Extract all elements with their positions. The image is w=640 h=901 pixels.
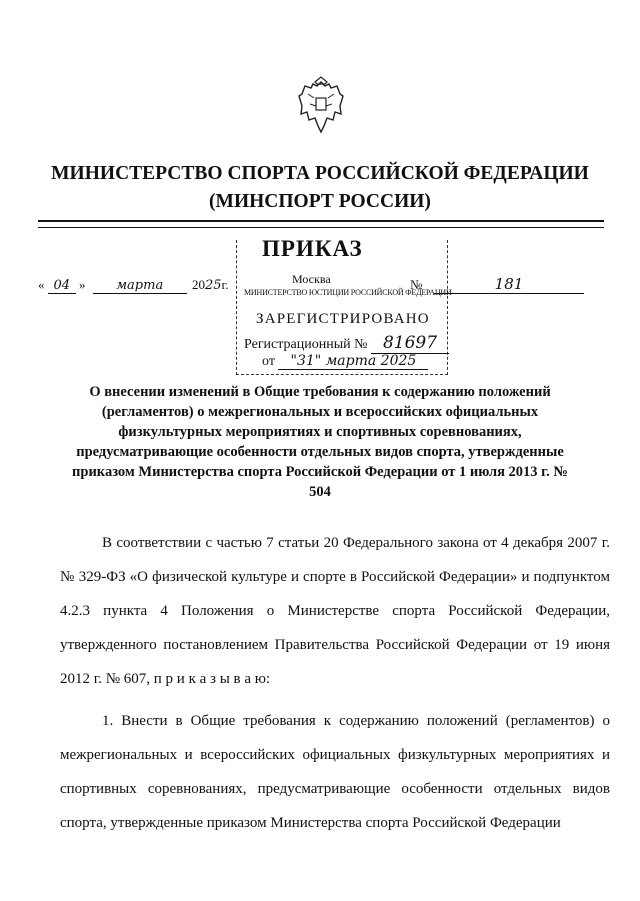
order-number: 181 (434, 275, 584, 294)
header-divider-thin (38, 227, 604, 228)
order-month: марта (93, 278, 187, 294)
stamp-status: ЗАРЕГИСТРИРОВАНО (256, 311, 430, 327)
ministry-short-name: (МИНСПОРТ РОССИИ) (209, 191, 431, 212)
stamp-number-label: Регистрационный № (244, 337, 368, 352)
order-city: Москва (292, 272, 331, 286)
ministry-header (0, 160, 640, 216)
date-open-quote: « (38, 277, 45, 292)
header-divider-thick (38, 220, 604, 222)
document-paragraph-2 (60, 704, 610, 840)
stamp-number-value: 81697 (371, 333, 449, 354)
order-day: 04 (48, 278, 76, 294)
document-heading: О внесении изменений в Общие требования к содержанию положений (регламентов) о межрегиональных и всероссийских официальных физкультурных мероприятиях и спортивных соревнованиях, предусматривающие особенности отдельных видов спорта, утвержденные приказом Министерства спорта Российской Федерации от 1 июля 2013 г. № 504 (72, 384, 568, 500)
order-title: ПРИКАЗ (262, 236, 363, 261)
order-date (38, 277, 229, 294)
order-year-prefix: 20 (192, 277, 205, 292)
ministry-name: МИНИСТЕРСТВО СПОРТА РОССИЙСКОЙ ФЕДЕРАЦИИ (51, 163, 589, 184)
stamp-ministry-line: МИНИСТЕРСТВО ЮСТИЦИИ РОССИЙСКОЙ ФЕДЕРАЦИИ (244, 288, 452, 297)
stamp-date-prefix: от (262, 354, 275, 369)
document-paragraph-1 (60, 526, 610, 696)
paragraph-1-text: В соответствии с частью 7 статьи 20 Федерального закона от 4 декабря 2007 г. № 329-ФЗ «О физической культуре и спорте в Российской Федерации» и подпунктом 4.2.3 пункта 4 Положения о Министерстве спорта Российской Федерации, утвержденного постановлением Правительства Российской Федерации от 19 июня 2012 г. № 607, п р и к а з ы в а ю: (60, 535, 610, 687)
order-number-label: № (410, 277, 423, 292)
order-year-unit: г. (221, 277, 229, 292)
order-year-suffix: 25 (205, 278, 222, 293)
stamp-date-value: "31" марта 2025 (278, 353, 428, 370)
paragraph-2-text: 1. Внести в Общие требования к содержанию положений (регламентов) о межрегиональных и всероссийских официальных физкультурных мероприятиях и спортивных соревнованиях, предусматривающие особенности отдельных видов спорта, утвержденные приказом Министерства спорта Российской Федерации (60, 713, 610, 831)
stamp-registration-number (244, 333, 449, 354)
date-close-quote: » (79, 277, 86, 292)
stamp-registration-date (262, 353, 428, 370)
double-headed-eagle-emblem-icon (296, 76, 346, 136)
